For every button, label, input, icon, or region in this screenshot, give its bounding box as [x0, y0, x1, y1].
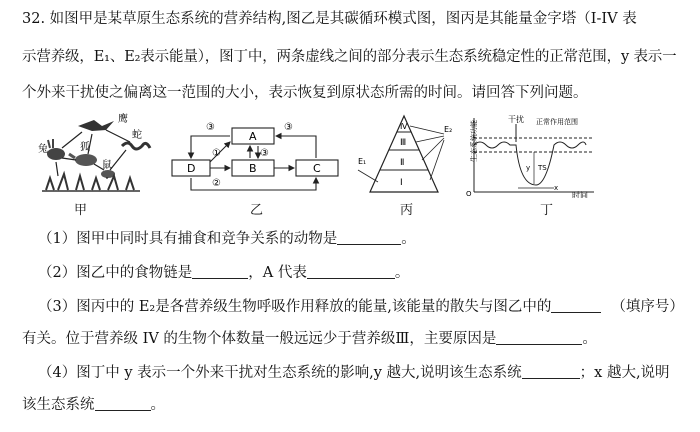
arrow-label-3b: ③ [260, 148, 269, 159]
q4-text-b: ；x 越大,说明 [579, 365, 670, 381]
q3-blank-number[interactable] [551, 298, 601, 313]
q3b-blank-reason[interactable] [496, 330, 582, 345]
disturbance-label: 干扰 [508, 115, 524, 124]
energy-pyramid [356, 112, 456, 198]
subquestion-3 [38, 298, 684, 316]
stability-graph [458, 112, 598, 198]
stem-text-1: 如图甲是某草原生态系统的营养结构,图乙是其碳循环模式图，图丙是其能量金字塔（Ⅰ-IV 表 [49, 11, 637, 27]
label-C: C [313, 162, 321, 175]
label-eagle: 鹰 [118, 114, 128, 125]
q2-end: 。 [394, 265, 410, 281]
x-label: x [554, 184, 559, 192]
snake-figure [122, 143, 150, 149]
ylabel: 生态系统功能 [470, 120, 478, 162]
label-snake: 蛇 [132, 130, 142, 141]
arrow-A-to-D [191, 136, 230, 158]
food-web-diagram [36, 112, 156, 198]
label-fox: 狐 [80, 142, 90, 153]
arrow-label-2: ② [212, 178, 221, 189]
q2-text-a: （2）图乙中的食物链是 [38, 265, 193, 281]
q3b-end: 。 [582, 331, 597, 347]
label-D: D [187, 162, 196, 175]
label-mouse: 鼠 [102, 160, 112, 171]
q4b-text: 该生态系统 [22, 397, 95, 413]
label-A: A [249, 130, 257, 143]
normal-range-label: 正常作用范围 [536, 118, 578, 126]
caption-bing: 丙 [400, 203, 414, 218]
level-IV: Ⅳ [400, 122, 408, 131]
eagle-figure [78, 120, 114, 131]
xlabel: 时间 [572, 191, 588, 198]
level-I: Ⅰ [400, 178, 403, 188]
figure-jia [36, 112, 156, 198]
arrow-label-3c: ③ [284, 122, 293, 133]
label-B: B [249, 162, 257, 175]
question-number: 32. [22, 11, 46, 27]
q4b-blank-x[interactable] [95, 396, 151, 411]
subquestion-4 [38, 364, 670, 382]
arrow-label-3a: ③ [206, 122, 215, 133]
subquestion-4-cont [22, 396, 165, 414]
rabbit-figure [47, 139, 65, 160]
caption-yi: 乙 [250, 203, 264, 218]
q4-text-a: （4）图丁中 y 表示一个外来干扰对生态系统的影响,y 越大,说明该生态系统 [38, 365, 522, 381]
level-II: Ⅱ [400, 158, 405, 168]
q2-text-b: ，A 代表 [248, 265, 307, 281]
label-E2: E₂ [444, 125, 453, 134]
food-web-arrows [56, 130, 130, 178]
stem-text-3: 个外来干扰使之偏离这一范围的大小，表示恢复到原状态所需的时间。请回答下列问题。 [22, 85, 588, 101]
subquestion-3-cont [22, 330, 597, 348]
q1-end: 。 [401, 231, 416, 247]
level-III: Ⅲ [400, 138, 407, 148]
q4b-end: 。 [150, 397, 165, 413]
caption-ding: 丁 [540, 203, 554, 218]
arrow-D-to-C [191, 178, 316, 190]
y-label: y [526, 164, 531, 172]
question-stem-line-1 [22, 10, 637, 28]
question-stem-line-2 [22, 48, 677, 66]
subquestion-1 [38, 230, 416, 248]
stem-text-2: 示营养级，E₁、E₂表示能量），图丁中，两条虚线之间的部分表示生态系统稳定性的正常范围，y 表示一 [22, 49, 677, 65]
origin-label: O [466, 190, 472, 198]
q2-blank-food-chain[interactable] [192, 264, 248, 279]
question-stem-line-3 [22, 84, 588, 102]
figure-ding [458, 112, 598, 198]
label-E1: E₁ [358, 157, 367, 166]
q1-text: （1）图甲中同时具有捕食和竞争关系的动物是 [38, 231, 338, 247]
q4-blank-y[interactable] [522, 364, 580, 379]
figure-bing [356, 112, 456, 198]
grass-figure [42, 174, 140, 191]
subquestion-2 [38, 264, 409, 282]
q3-text-b: （填序号） [611, 299, 684, 315]
ts-label: TS [538, 164, 547, 172]
arrow-C-to-A [276, 136, 316, 158]
figure-yi [166, 112, 348, 198]
q3-text-a: （3）图丙中的 E₂是各营养级生物呼吸作用释放的能量,该能量的散失与图乙中的 [38, 299, 552, 315]
arrow-label-1: ① [212, 148, 221, 159]
q3b-text: 有关。位于营养级 IV 的生物个体数量一般远远少于营养级Ⅲ，主要原因是 [22, 331, 497, 347]
q1-answer-blank[interactable] [337, 230, 401, 245]
caption-jia: 甲 [74, 203, 88, 218]
carbon-cycle-diagram [166, 112, 348, 198]
label-rabbit: 兔 [38, 144, 48, 155]
q2-blank-A[interactable] [307, 264, 395, 279]
